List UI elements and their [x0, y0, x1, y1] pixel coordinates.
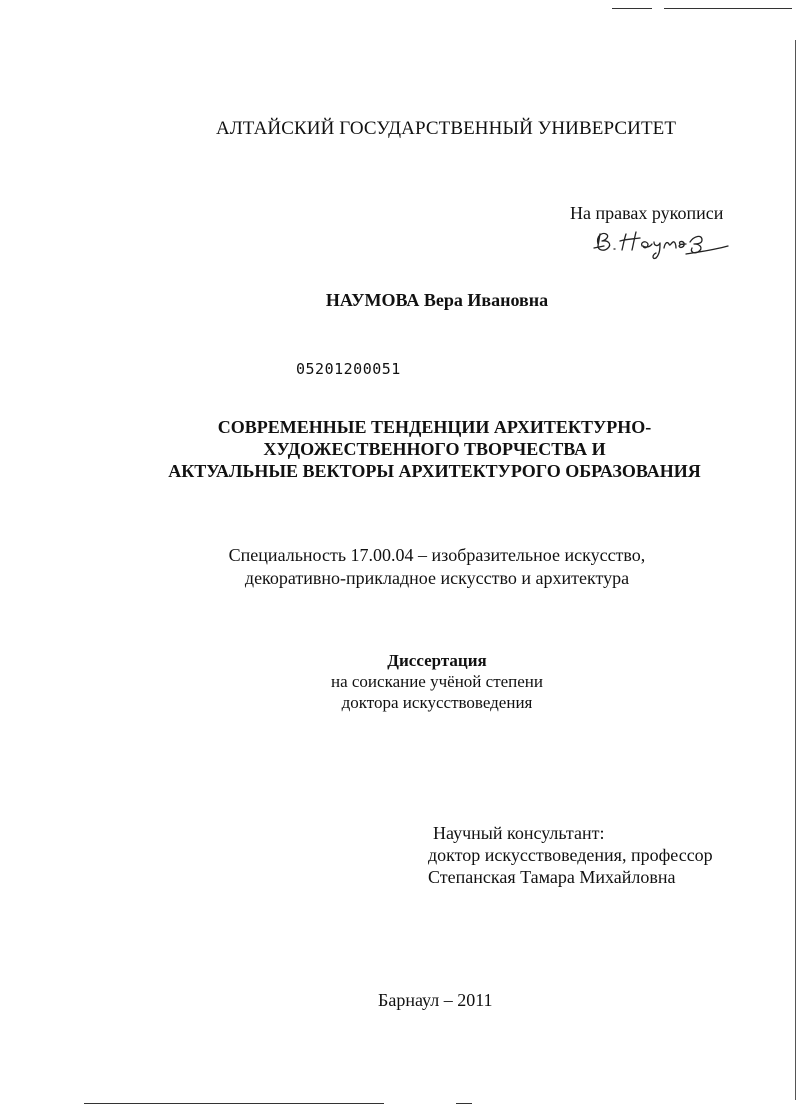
consultant-degree: доктор искусствоведения, профессор [428, 845, 713, 865]
title-line: ХУДОЖЕСТВЕННОГО ТВОРЧЕСТВА И [263, 439, 606, 459]
city-year: Барнаул – 2011 [378, 990, 493, 1010]
consultant-label: Научный консультант: [433, 823, 605, 843]
degree-block [0, 650, 799, 713]
consultant-block [428, 822, 713, 888]
consultant-name: Степанская Тамара Михайловна [428, 867, 676, 887]
title-line: АКТУАЛЬНЫЕ ВЕКТОРЫ АРХИТЕКТУРОГО ОБРАЗОВАНИЯ [168, 461, 701, 481]
degree-line-1: на соискание учёной степени [330, 672, 544, 691]
specialty-line-2: декоративно-прикладное искусство и архитектура [244, 568, 630, 588]
degree-line-2: доктора искусствоведения [341, 693, 533, 712]
scan-artifact-top-right [612, 8, 652, 9]
scan-artifact-top-right-2 [664, 8, 792, 9]
dissertation-title [0, 416, 799, 482]
handwritten-signature [590, 222, 740, 262]
university-name: АЛТАЙСКИЙ ГОСУДАРСТВЕННЫЙ УНИВЕРСИТЕТ [216, 118, 677, 139]
specialty-line-1: Специальность 17.00.04 – изобразительное искусство, [228, 545, 646, 565]
dissertation-heading: Диссертация [387, 651, 487, 670]
scan-artifact-bottom-2 [456, 1103, 472, 1104]
specialty-block [0, 544, 799, 590]
author-name: НАУМОВА Вера Ивановна [325, 290, 549, 310]
archive-number: 05201200051 [296, 360, 401, 378]
manuscript-note: На правах рукописи [570, 203, 724, 223]
scan-artifact-bottom [84, 1103, 384, 1104]
title-line: СОВРЕМЕННЫЕ ТЕНДЕНЦИИ АРХИТЕКТУРНО- [217, 417, 652, 437]
